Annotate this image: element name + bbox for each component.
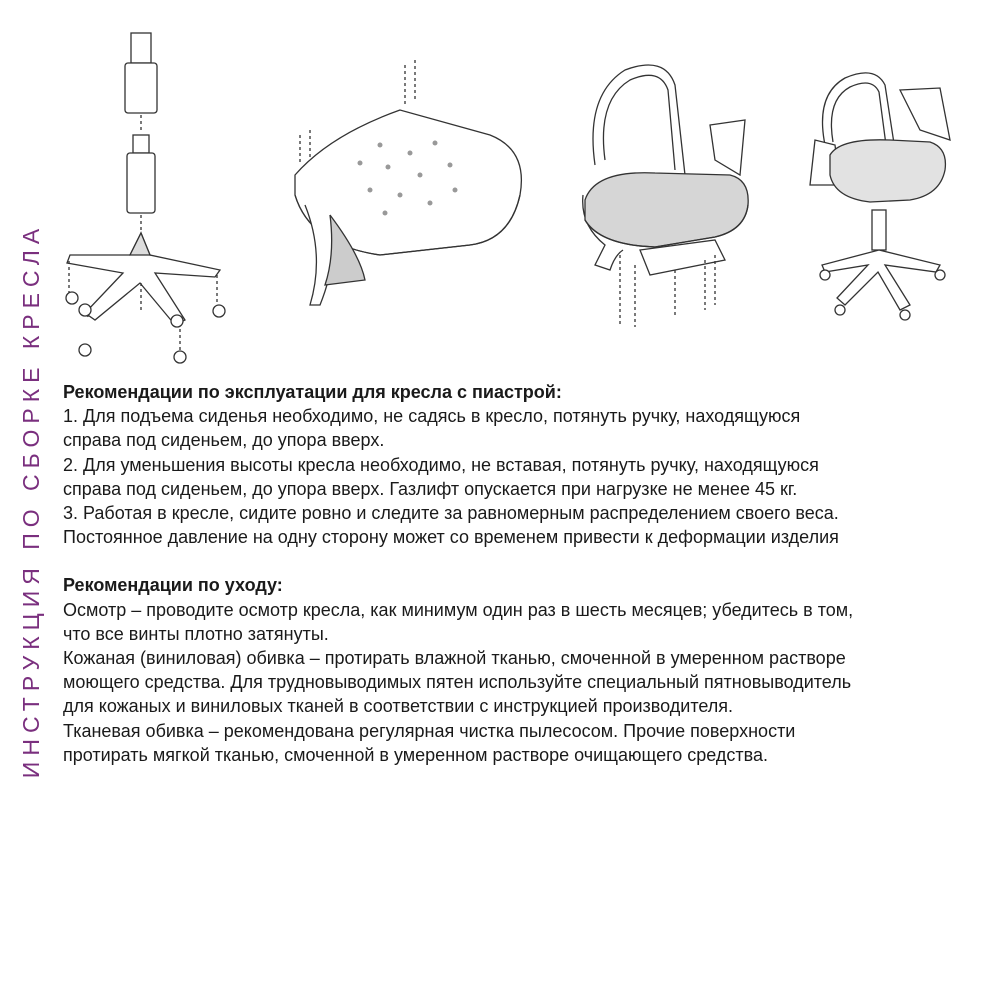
assembled-chair-icon: [800, 60, 970, 330]
chair-frame-icon: [565, 55, 785, 340]
operation-line: справа под сиденьем, до упора вверх.: [63, 430, 385, 451]
instructions-text: [63, 380, 993, 767]
care-line: Осмотр – проводите осмотр кресла, как минимум один раз в шесть месяцев; убедитесь в том,: [63, 599, 854, 620]
care-heading: Рекомендации по уходу:: [63, 575, 283, 596]
gaslift-base-icon: [55, 25, 245, 365]
care-line: протирать мягкой тканью, смоченной в умеренном растворе очищающего средства.: [63, 744, 769, 765]
assembly-illustrations: [0, 0, 1000, 370]
operation-line: Постоянное давление на одну сторону может со временем привести к деформации изделия: [63, 527, 839, 548]
operation-line: 3. Работая в кресле, сидите ровно и следите за равномерным распределением своего веса.: [63, 503, 839, 524]
operation-heading: Рекомендации по эксплуатации для кресла с пиастрой:: [63, 382, 562, 402]
care-line: для кожаных и виниловых тканей в соответствии с инструкцией производителя.: [63, 696, 734, 717]
operation-line: справа под сиденьем, до упора вверх. Газлифт опускается при нагрузке не менее 45 кг.: [63, 478, 798, 499]
operation-line: 2. Для уменьшения высоты кресла необходимо, не вставая, потянуть ручку, находящуюся: [63, 454, 819, 475]
care-line: Кожаная (виниловая) обивка – протирать влажной тканью, смоченной в умеренном растворе: [63, 648, 846, 669]
seat-plate-icon: [270, 55, 550, 325]
care-line: Тканевая обивка – рекомендована регулярная чистка пылесосом. Прочие поверхности: [63, 720, 796, 741]
care-line: что все винты плотно затянуты.: [63, 623, 329, 644]
care-line: моющего средства. Для трудновыводимых пятен используйте специальный пятновыводитель: [63, 672, 852, 693]
vertical-title-text: ИНСТРУКЦИЯ ПО СБОРКЕ КРЕСЛА: [18, 222, 45, 778]
operation-line: 1. Для подъема сиденья необходимо, не садясь в кресло, потянуть ручку, находящуюся: [63, 406, 801, 427]
